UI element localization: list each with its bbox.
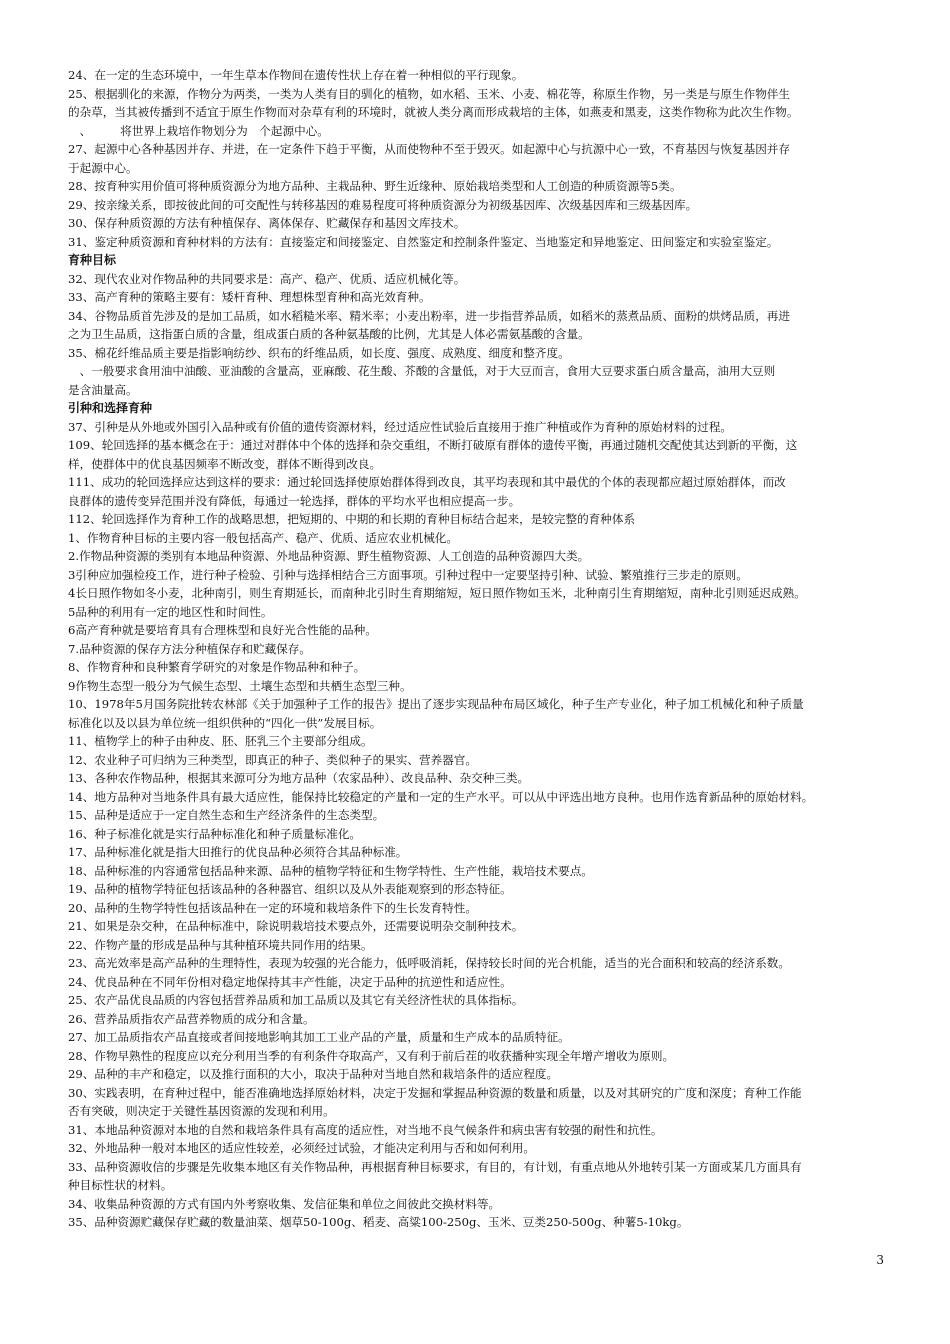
text-line: 22、作物产量的形成是品种与其种植环境共同作用的结果。 [68, 937, 373, 952]
text-line: 4长日照作物如冬小麦，北种南引，则生育期延长，而南种北引时生育期缩短，短日照作物如玉米，北种南引生育期缩短，南种北引则延迟成熟。 [68, 586, 806, 600]
text-line: 33、高产育种的策略主要有：矮杆育种、理想株型育种和高光效育种。 [68, 290, 431, 304]
text-line: 2.作物品种资源的类别有本地品种资源、外地品种资源、野生植物资源、人工创造的品种资源四大类。 [68, 549, 590, 563]
text-line: 21、如果是杂交种，在品种标准中，除说明栽培技术要点外，还需要说明杂交制种技术。 [68, 919, 524, 933]
text-line: 16、种子标准化就是实行品种标准化和种子质量标准化。 [68, 826, 362, 841]
text-line: 112、轮回选择作为育种工作的战略思想，把短期的、中期的和长期的育种目标结合起来，是较完整的育种体系 [68, 512, 636, 526]
text-line: 3引种应加强检疫工作，进行种子检验、引种与选择相结合三方面事项。引种过程中一定要坚持引种、试验、繁殖推行三步走的原则。 [68, 567, 748, 582]
text-line: 37、引种是从外地或外国引入品种或有价值的遗传资源材料，经过适应性试验后直接用于推广种植或作为育种的原始材料的过程。 [68, 419, 733, 434]
text-line: 29、品种的丰产和稳定，以及推行面积的大小，取决于品种对当地自然和栽培条件的适应程度。 [68, 1067, 559, 1081]
text-line: 、 将世界上栽培作物划分为 个起源中心。 [68, 123, 329, 138]
document-body [68, 66, 888, 1232]
text-line: 34、谷物品质首先涉及的是加工品质，如水稻糙米率、精米率；小麦出粉率，进一步指营养品质，如稻米的蒸煮品质、面粉的烘烤品质，再进 [68, 308, 790, 323]
text-line: 10、1978年5月国务院批转农林部《关于加强种子工作的报告》提出了逐步实现品种布局区域化，种子生产专业化，种子加工机械化和种子质量 [68, 697, 804, 711]
text-line: 27、加工品质指农产品直接或者间接地影响其加工工业产品的产量，质量和生产成本的品质特征。 [68, 1030, 570, 1044]
text-line: 32、现代农业对作物品种的共同要求是：高产、稳产、优质、适应机械化等。 [68, 271, 466, 286]
text-line: 31、本地品种资源对本地的自然和栽培条件具有高度的适应性，对当地不良气候条件和病虫害有较强的耐性和抗性。 [68, 1122, 663, 1137]
text-line: 的杂草，当其被传播到不适宜于原生作物而对杂草有利的环境时，就被人类分离而形成栽培的主体，如燕麦和黑麦，这类作物称为此次生作物。 [68, 105, 799, 119]
text-line: 25、根据驯化的来源，作物分为两类，一类为人类有目的驯化的植物，如水稻、玉米、小麦、棉花等，称原生作物，另一类是与原生作物伴生 [68, 86, 790, 101]
text-line: 31、鉴定种质资源和育种材料的方法有：直接鉴定和间接鉴定、自然鉴定和控制条件鉴定、当地鉴定和异地鉴定、田间鉴定和实验室鉴定。 [68, 234, 779, 249]
text-line: 9作物生态型一般分为气候生态型、土壤生态型和共栖生态型三种。 [68, 678, 412, 693]
text-line: 19、品种的植物学特征包括该品种的各种器官、组织以及从外表能观察到的形态特征。 [68, 882, 512, 896]
text-line: 111、成功的轮回选择应达到这样的要求：通过轮回选择使原始群体得到改良，其平均表现和其中最优的个体的表现都应超过原始群体，而改 [68, 475, 786, 489]
text-line: 之为卫生品质，这指蛋白质的含量，组成蛋白质的各种氨基酸的比例，尤其是人体必需氨基酸的含量。 [68, 327, 590, 341]
section-heading: 育种目标 [68, 253, 117, 267]
text-line: 25、农产品优良品质的内容包括营养品质和加工品质以及其它有关经济性状的具体指标。 [68, 993, 524, 1007]
text-line: 28、按育种实用价值可将种质资源分为地方品种、主栽品种、野生近缘种、原始栽培类型和人工创造的种质资源等5类。 [68, 179, 682, 193]
text-line: 5品种的利用有一定的地区性和时间性。 [68, 604, 273, 619]
text-line: 标准化以及以县为单位统一组织供种的“四化一供”发展目标。 [68, 715, 382, 730]
text-line: 27、起源中心各种基因并存、并进，在一定条件下趋于平衡，从而使物种不至于毁灭。如起源中心与抗源中心一致，不育基因与恢复基因并存 [68, 142, 790, 156]
text-line: 29、按亲缘关系，即按彼此间的可交配性与转移基因的难易程度可将种质资源分为初级基因库、次级基因库和三级基因库。 [68, 197, 698, 212]
text-line: 20、品种的生物学特性包括该品种在一定的环境和栽培条件下的生长发育特性。 [68, 900, 477, 915]
text-line: 是含油量高。 [68, 382, 138, 397]
text-line: 14、地方品种对当地条件具有最大适应性，能保持比较稳定的产量和一定的生产水平。可以从中评选出地方良种。也用作选育新品种的原始材料。 [68, 789, 814, 804]
text-line: 1、作物育种目标的主要内容一般包括高产、稳产、优质、适应农业机械化。 [68, 530, 458, 545]
text-line: 11、植物学上的种子由种皮、胚、胚乳三个主要部分组成。 [68, 734, 373, 748]
text-line: 24、优良品种在不同年份相对稳定地保持其丰产性能，决定于品种的抗逆性和适应性。 [68, 974, 512, 989]
text-line: 良群体的遗传变异范围并没有降低，每通过一轮选择，群体的平均水平也相应提高一步。 [68, 493, 521, 508]
text-line: 30、保存种质资源的方法有种植保存、离体保存、贮藏保存和基因文库技术。 [68, 216, 466, 230]
text-line: 样，使群体中的优良基因频率不断改变，群体不断得到改良。 [68, 456, 382, 471]
page-number: 3 [876, 1253, 884, 1267]
text-line: 于起源中心。 [68, 160, 138, 175]
text-line: 35、棉花纤维品质主要是指影响纺纱、织布的纤维品质，如长度、强度、成熟度、细度和整齐度。 [68, 345, 570, 360]
text-line: 23、高光效率是高产品种的生理特性，表现为较强的光合能力，低呼吸消耗，保持较长时间的光合机能，适当的光合面积和较高的经济系数。 [68, 956, 790, 970]
text-line: 18、品种标准的内容通常包括品种来源、品种的植物学特征和生物学特性、生产性能，栽培技术要点。 [68, 863, 593, 878]
text-line: 24、在一定的生态环境中，一年生草本作物间在遗传性状上存在着一种相似的平行现象。 [68, 68, 524, 82]
text-line: 6高产育种就是要培育具有合理株型和良好光合性能的品种。 [68, 623, 377, 637]
section-heading: 引种和选择育种 [68, 401, 153, 415]
text-line: 32、外地品种一般对本地区的适应性较差，必须经过试验，才能决定利用与否和如何利用。 [68, 1141, 535, 1155]
text-line: 34、收集品种资源的方式有国内外考察收集、发信征集和单位之间彼此交换材料等。 [68, 1196, 501, 1211]
text-line: 否有突破，则决定于关键性基因资源的发现和利用。 [68, 1104, 335, 1118]
text-line: 26、营养品质指农产品营养物质的成分和含量。 [68, 1011, 315, 1026]
text-line: 种目标性状的材料。 [68, 1178, 173, 1192]
text-line: 109、轮回选择的基本概念在于：通过对群体中个体的选择和杂交重组，不断打破原有群体的遗传平衡，再通过随机交配使其达到新的平衡，这 [68, 438, 798, 452]
text-line: 35、品种资源贮藏保存贮藏的数量油菜、烟草50-100g、稻麦、高粱100-250g、玉米、豆类250-500g、种薯5-10kg。 [68, 1215, 689, 1229]
text-line: 、一般要求食用油中油酸、亚油酸的含量高，亚麻酸、花生酸、芥酸的含量低，对于大豆而言，食用大豆要求蛋白质含量高，油用大豆则 [68, 364, 776, 378]
text-line: 15、品种是适应于一定自然生态和生产经济条件的生态类型。 [68, 808, 385, 822]
text-line: 30、实践表明，在育种过程中，能否准确地选择原始材料，决定于发掘和掌握品种资源的数量和质量，以及对其研究的广度和深度；育种工作能 [68, 1085, 802, 1100]
text-line: 17、品种标准化就是指大田推行的优良品种必须符合其品种标准。 [68, 845, 408, 859]
text-line: 28、作物早熟性的程度应以充分利用当季的有利条件夺取高产，又有利于前后茬的收获播种实现全年增产增收为原则。 [68, 1048, 675, 1063]
text-line: 7.品种资源的保存方法分种植保存和贮藏保存。 [68, 641, 311, 656]
text-line: 8、作物育种和良种繁育学研究的对象是作物品种和种子。 [68, 660, 366, 674]
text-line: 33、品种资源收信的步骤是先收集本地区有关作物品种，再根据育种目标要求，有目的，有计划，有重点地从外地转引某一方面或某几方面具有 [68, 1159, 802, 1174]
text-line: 13、各种农作物品种，根据其来源可分为地方品种（农家品种）、改良品种、杂交种三类。 [68, 771, 530, 785]
text-line: 12、农业种子可归纳为三种类型，即真正的种子、类似种子的果实、营养器官。 [68, 752, 477, 767]
